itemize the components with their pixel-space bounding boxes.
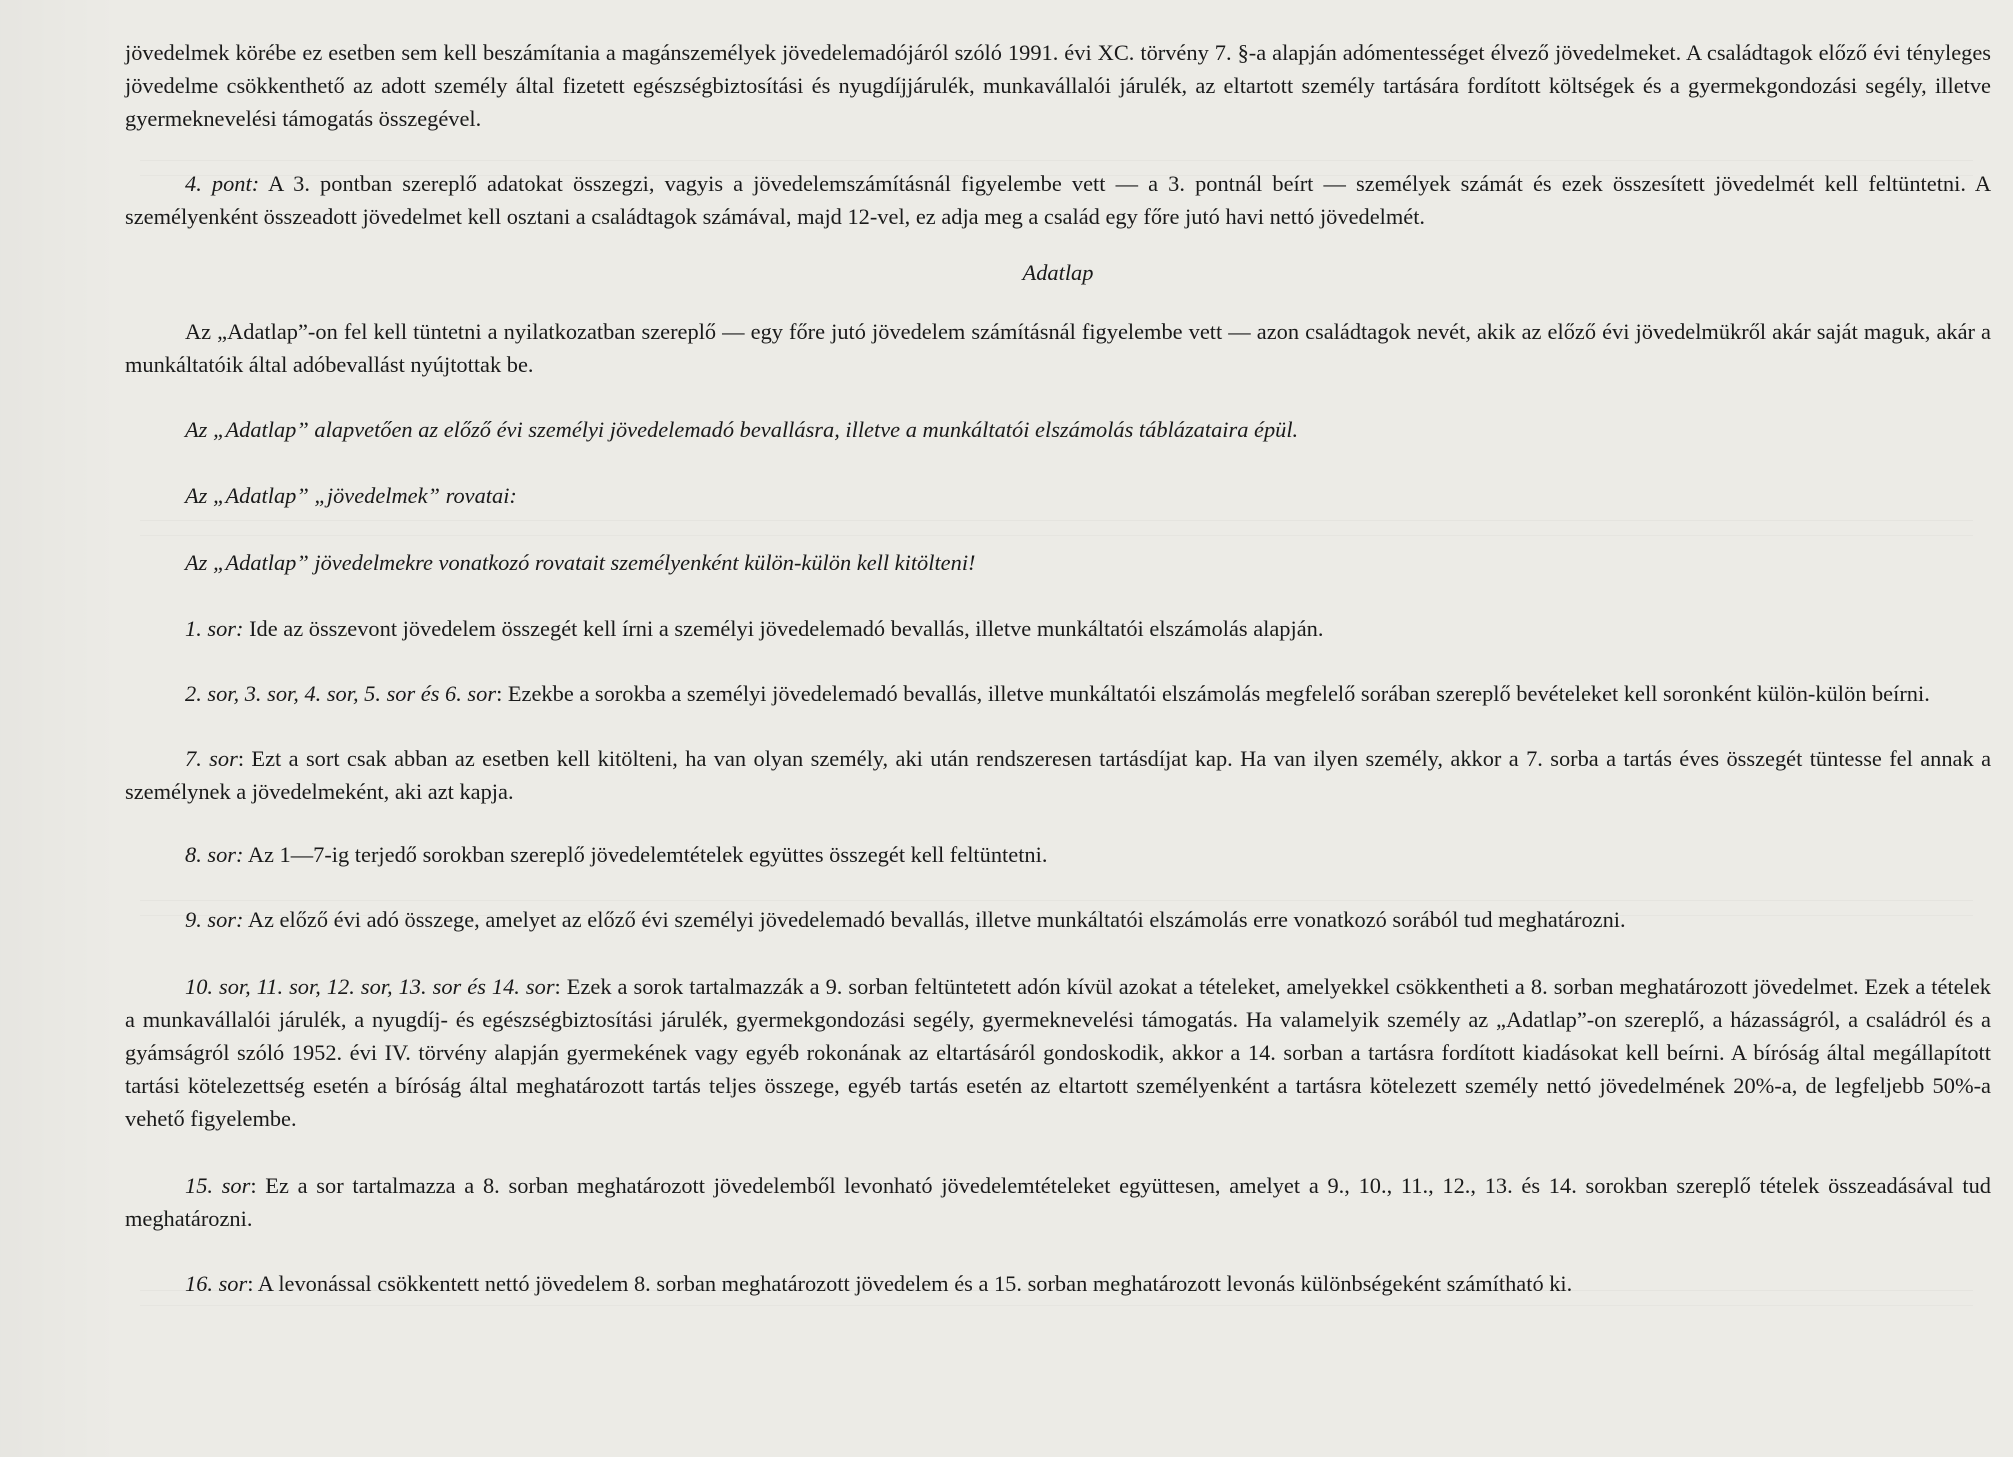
rows-2-6-text: : Ezekbe a sorokba a személyi jövedelemadó bevallás, illetve munkáltatói elszámolás megfelelő sorában szereplő bevételeket kell soronként külön-külön beírni. (496, 681, 1930, 706)
paragraph-adatlap-intro: Az „Adatlap”-on fel kell tüntetni a nyilatkozatban szereplő — egy főre jutó jövedelem számításnál figyelembe vett — azon családtagok nevét, akik az előző évi jövedelmükről akár saját maguk, akár a munkáltatóik által adóbevallást nyújtottak be. (125, 319, 1991, 377)
show-through-line (140, 520, 1973, 536)
row-15-label: 15. sor (185, 1173, 251, 1198)
paragraph-fill-per-person: Az „Adatlap” jövedelmekre vonatkozó rovatait személyenként külön-külön kell kitölteni! (185, 550, 976, 575)
row-9-label: 9. sor: (185, 907, 244, 932)
paragraph-income-continuation: jövedelmek körébe ez esetben sem kell beszámítania a magánszemélyek jövedelemadójáról szóló 1991. évi XC. törvény 7. §-a alapján adómentességet élvező jövedelmeket. A családtagok előző évi tényleges jövedelme csökkenthető az adott személy által fizetett egészségbiztosítási és nyugdíjjárulék, munkavállalói járulék, az eltartott személy tartására fordított költségek és a gyermekgondozási segély, illetve gyermeknevelési támogatás összegével. (125, 40, 1991, 131)
row-15-text: : Ez a sor tartalmazza a 8. sorban meghatározott jövedelemből levonható jövedelemtételeket együttesen, amelyet a 9., 10., 11., 12., 13. és 14. sorokban szereplő tételek összeadásával tud meghatározni. (125, 1173, 1991, 1231)
paragraph-row-9 (125, 903, 1991, 936)
rows-10-14-label: 10. sor, 11. sor, 12. sor, 13. sor és 14. sor (185, 974, 555, 999)
row-8-text: Az 1—7-ig terjedő sorokban szereplő jövedelemtételek együttes összegét kell feltüntetni. (243, 842, 1048, 867)
paragraph-income-columns-heading: Az „Adatlap” „jövedelmek” rovatai: (185, 483, 517, 508)
paragraph-row-15 (125, 1169, 1991, 1235)
section-title-adatlap: Adatlap (1022, 260, 1094, 285)
row-9-text: Az előző évi adó összege, amelyet az előző évi személyi jövedelemadó bevallás, illetve munkáltatói elszámolás erre vonatkozó sorából tud meghatározni. (243, 907, 1626, 932)
row-1-label: 1. sor: (185, 616, 244, 641)
rows-2-6-label: 2. sor, 3. sor, 4. sor, 5. sor és 6. sor (185, 681, 497, 706)
paragraph-rows-2-6 (125, 677, 1991, 710)
row-16-text: : A levonással csökkentett nettó jövedelem 8. sorban meghatározott jövedelem és a 15. sorban meghatározott levonás különbségeként számítható ki. (247, 1271, 1573, 1296)
point-4-label: 4. pont: (185, 171, 260, 196)
paragraph-row-1 (125, 612, 1991, 645)
row-16-label: 16. sor (185, 1271, 248, 1296)
paragraph-row-8 (125, 838, 1991, 871)
paragraph-rows-10-14 (125, 970, 1991, 1135)
row-7-text: : Ezt a sort csak abban az esetben kell kitölteni, ha van olyan személy, aki után rendszeresen tartásdíjat kap. Ha van ilyen személy, akkor a 7. sorba a tartás éves összegét tüntesse fel annak a személynek a jövedelmeként, aki azt kapja. (125, 746, 1992, 804)
paragraph-row-16 (125, 1267, 1991, 1300)
row-7-label: 7. sor (185, 746, 238, 771)
paragraph-point-4 (125, 167, 1991, 233)
row-8-label: 8. sor: (185, 842, 244, 867)
rows-10-14-text: : Ezek a sorok tartalmazzák a 9. sorban feltüntetett adón kívül azokat a tételeket, amelyekkel csökkentheti a 8. sorban meghatározott jövedelmet. Ezek a tételek a munkavállalói járulék, a nyugdíj- és egészségbiztosítási járulék, gyermekgondozási segély, gyermeknevelési támogatás. Ha valamelyik személy az „Adatlap”-on szereplő, a házasságról, a családról és a gyámságról szóló 1952. évi IV. törvény alapján gyermekének vagy egyéb rokonának az eltartásáról gondoskodik, akkor a 14. sorban a tartásra fordított kiadásokat kell beírni. A bíróság által megállapított tartási kötelezettség esetén a bíróság által meghatározott tartás teljes összege, egyéb tartás esetén az eltartott személyenként a tartásra kötelezett személy nettó jövedelmének 20%-a, de legfeljebb 50%-a vehető figyelembe. (125, 974, 1991, 1131)
point-4-text: A 3. pontban szereplő adatokat összegzi, vagyis a jövedelemszámításnál figyelembe vett — a 3. pontnál beírt — személyek számát és ezek összesített jövedelmét kell feltüntetni. A személyenként összeadott jövedelmet kell osztani a családtagok számával, majd 12-vel, ez adja meg a család egy főre jutó havi nettó jövedelmét. (125, 171, 1991, 229)
row-1-text: Ide az összevont jövedelem összegét kell írni a személyi jövedelemadó bevallás, illetve munkáltatói elszámolás alapján. (243, 616, 1324, 641)
paragraph-adatlap-basis: Az „Adatlap” alapvetően az előző évi személyi jövedelemadó bevallásra, illetve a munkáltatói elszámolás táblázataira épül. (185, 417, 1299, 442)
paragraph-row-7 (125, 742, 1991, 808)
